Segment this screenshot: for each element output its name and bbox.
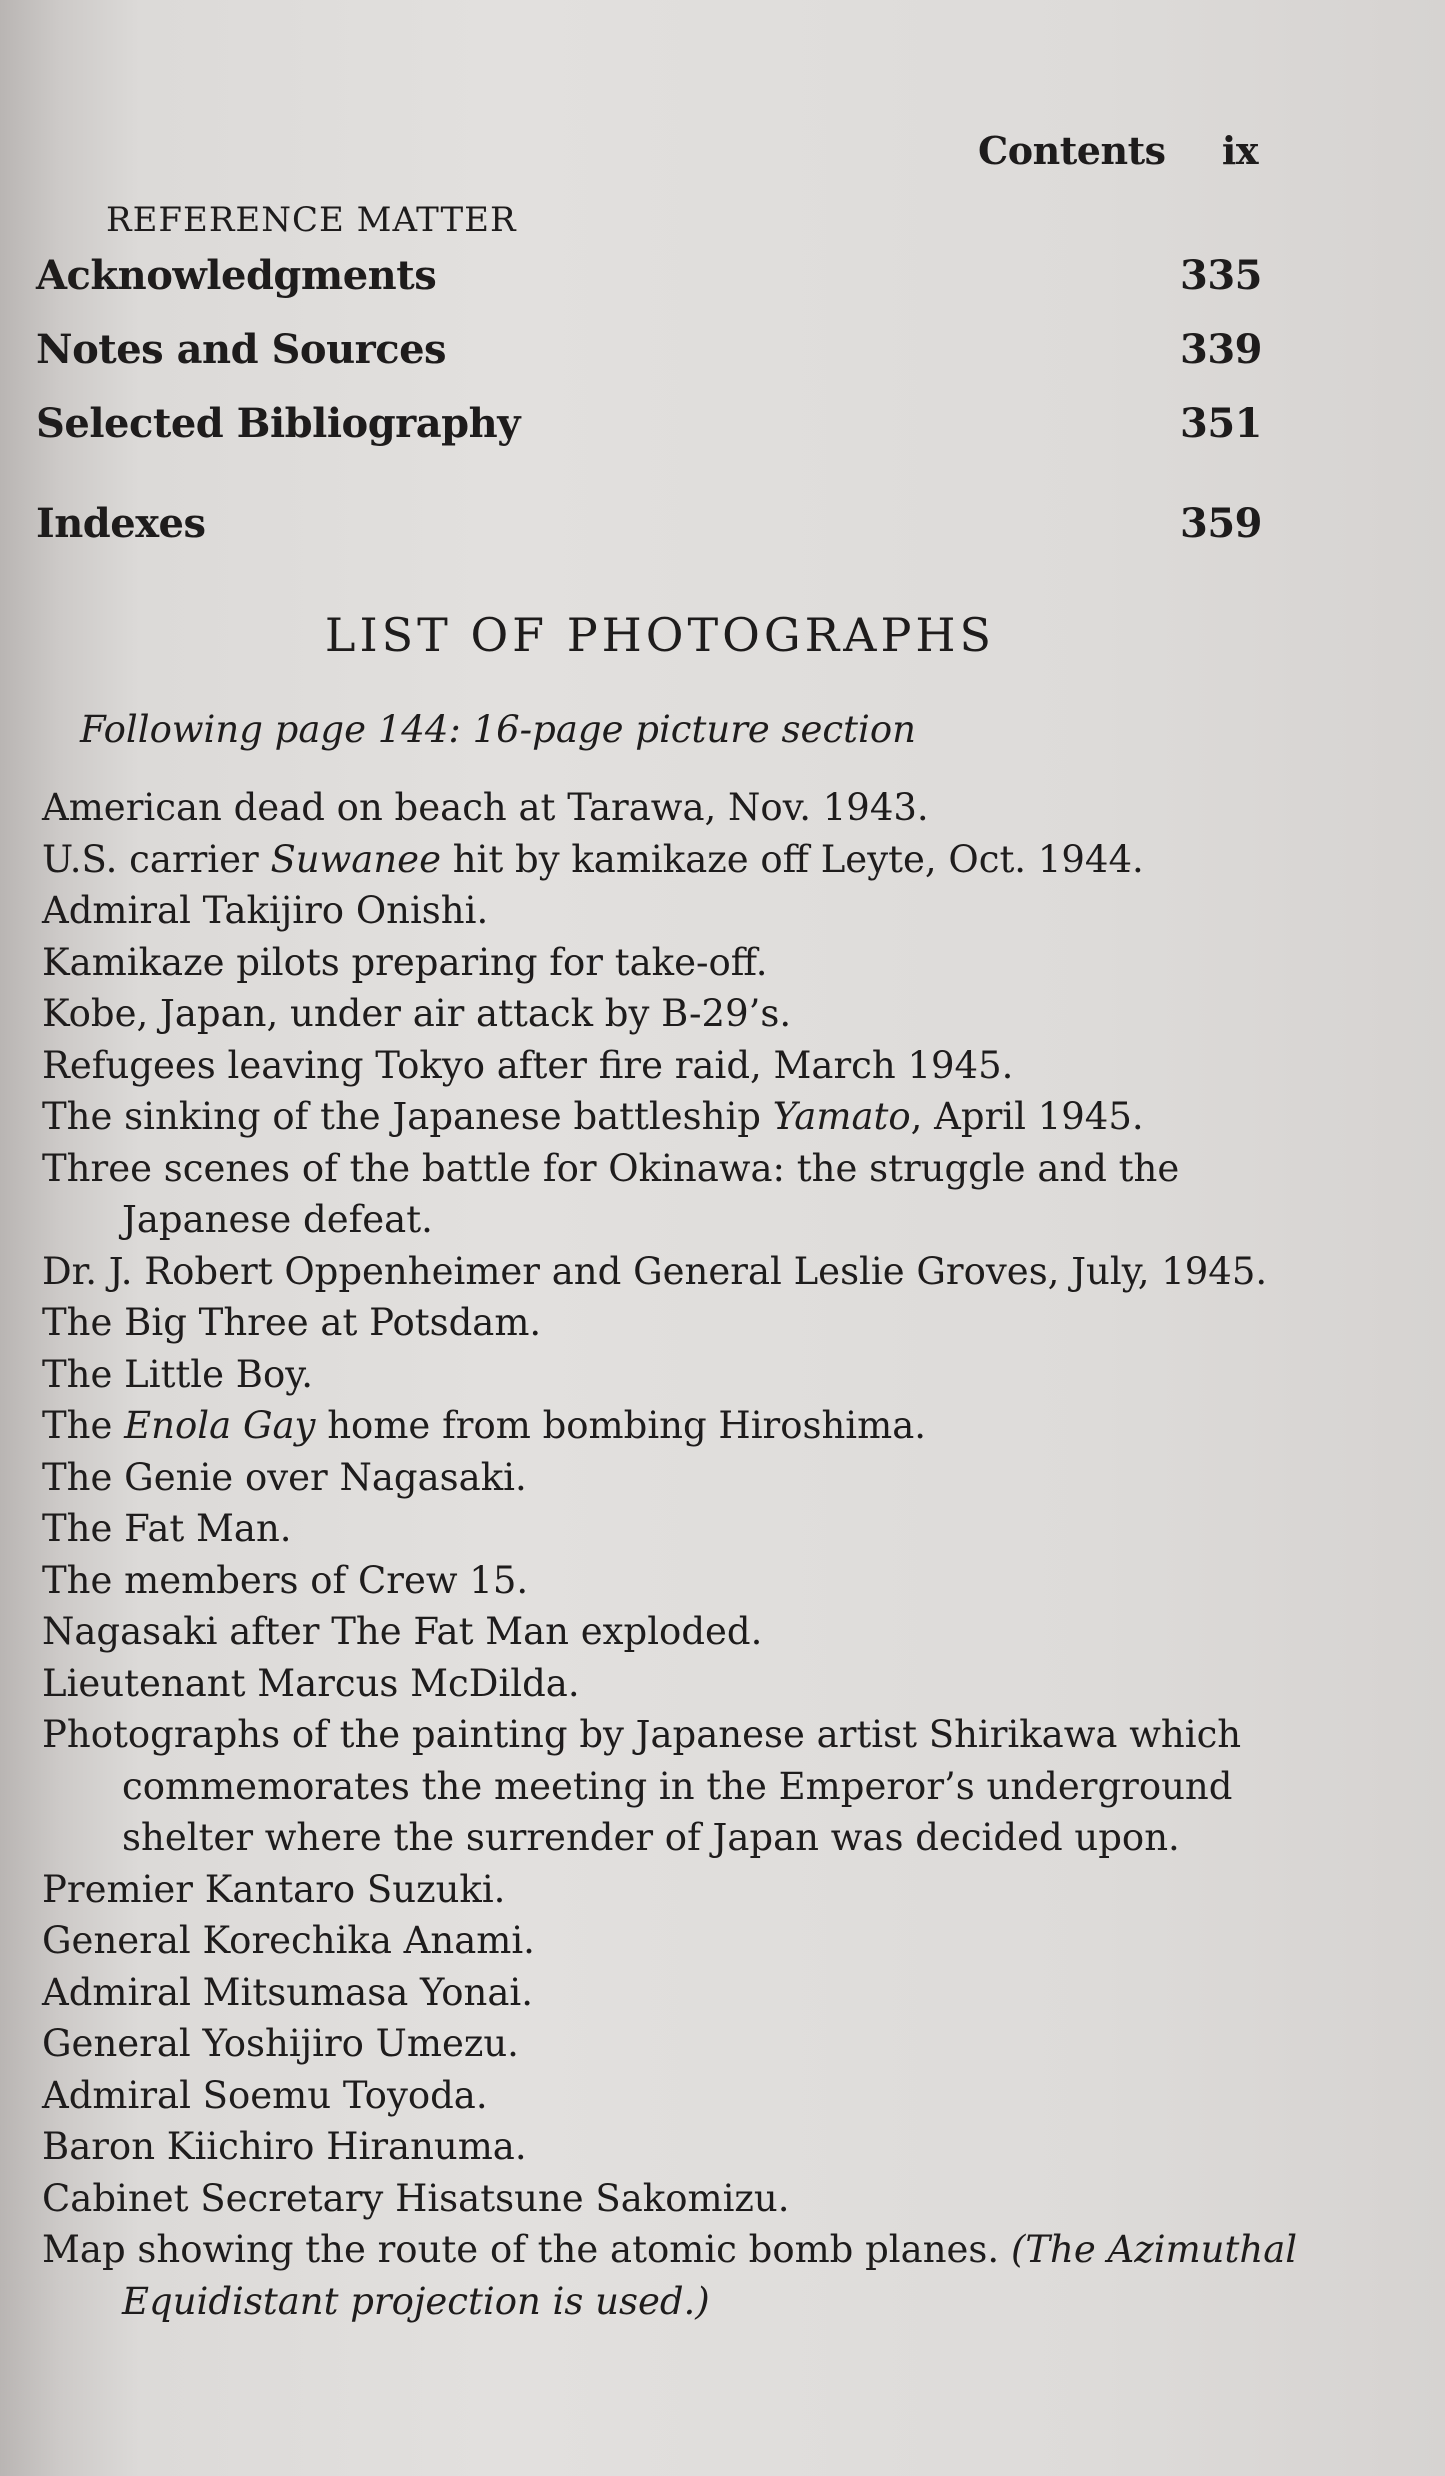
list-item: Map showing the route of the atomic bomb planes. (The Azimuthal Equidistant projection is used.) bbox=[42, 2228, 1298, 2323]
list-of-photographs-title: LIST OF PHOTOGRAPHS bbox=[324, 608, 996, 662]
list-item: The Little Boy. bbox=[42, 1352, 314, 1396]
list-item: Premier Kantaro Suzuki. bbox=[42, 1867, 506, 1911]
list-item: Three scenes of the battle for Okinawa: the struggle and the Japanese defeat. bbox=[42, 1146, 1180, 1241]
list-item: Kobe, Japan, under air attack by B-29’s. bbox=[42, 992, 792, 1035]
list-item: Nagasaki after The Fat Man exploded. bbox=[42, 1610, 763, 1653]
list-item: The Genie over Nagasaki. bbox=[42, 1455, 527, 1499]
list-item: Admiral Mitsumasa Yonai. bbox=[42, 1970, 533, 2014]
toc-entry-page: 351 bbox=[1180, 400, 1262, 447]
list-item: American dead on beach at Tarawa, Nov. 1943. bbox=[42, 786, 929, 829]
list-item: Photographs of the painting by Japanese artist Shirikawa which commemorates the meeting in the Emperor’s underground shelter where the surrender of Japan was decided upon. bbox=[42, 1713, 1242, 1859]
running-head-section: Contents bbox=[978, 128, 1166, 173]
toc-entry bbox=[36, 326, 1262, 373]
list-item: U.S. carrier Suwanee hit by kamikaze off Leyte, Oct. 1944. bbox=[42, 837, 1144, 881]
list-item: The Fat Man. bbox=[42, 1507, 292, 1550]
list-item: Admiral Soemu Toyoda. bbox=[42, 2073, 488, 2117]
list-item: Admiral Takijiro Onishi. bbox=[42, 889, 489, 932]
toc-entry-title: Acknowledgments bbox=[36, 252, 437, 299]
running-head bbox=[978, 128, 1258, 173]
toc-entry bbox=[36, 400, 1262, 447]
list-item: Refugees leaving Tokyo after fire raid, March 1945. bbox=[42, 1043, 1014, 1087]
list-item: The sinking of the Japanese battleship Yamato, April 1945. bbox=[42, 1095, 1144, 1138]
toc-entry bbox=[36, 500, 1262, 547]
list-item: Cabinet Secretary Hisatsune Sakomizu. bbox=[42, 2176, 790, 2220]
toc-entry-page: 359 bbox=[1180, 500, 1262, 547]
toc-entry-page: 339 bbox=[1180, 326, 1262, 373]
list-item: Kamikaze pilots preparing for take-off. bbox=[42, 940, 768, 984]
list-item: General Korechika Anami. bbox=[42, 1919, 535, 1962]
toc-entry-page: 335 bbox=[1180, 252, 1262, 299]
running-head-page-number: ix bbox=[1221, 128, 1258, 173]
list-item: General Yoshijiro Umezu. bbox=[42, 2022, 519, 2065]
list-item: Baron Kiichiro Hiranuma. bbox=[42, 2125, 527, 2168]
toc-entry-title: Notes and Sources bbox=[36, 326, 447, 373]
list-item: The members of Crew 15. bbox=[42, 1558, 529, 1602]
picture-section-subheading: Following page 144: 16-page picture section bbox=[80, 708, 916, 751]
photograph-list bbox=[42, 782, 1342, 2327]
reference-matter-heading: REFERENCE MATTER bbox=[106, 200, 517, 240]
list-item: Dr. J. Robert Oppenheimer and General Leslie Groves, July, 1945. bbox=[42, 1249, 1268, 1293]
toc-entry bbox=[36, 252, 1262, 299]
list-item: The Big Three at Potsdam. bbox=[42, 1301, 542, 1344]
toc-entry-title: Selected Bibliography bbox=[36, 400, 520, 447]
list-item: Lieutenant Marcus McDilda. bbox=[42, 1661, 580, 1705]
list-item: The Enola Gay home from bombing Hiroshima. bbox=[42, 1404, 927, 1447]
toc-entry-title: Indexes bbox=[36, 500, 206, 547]
